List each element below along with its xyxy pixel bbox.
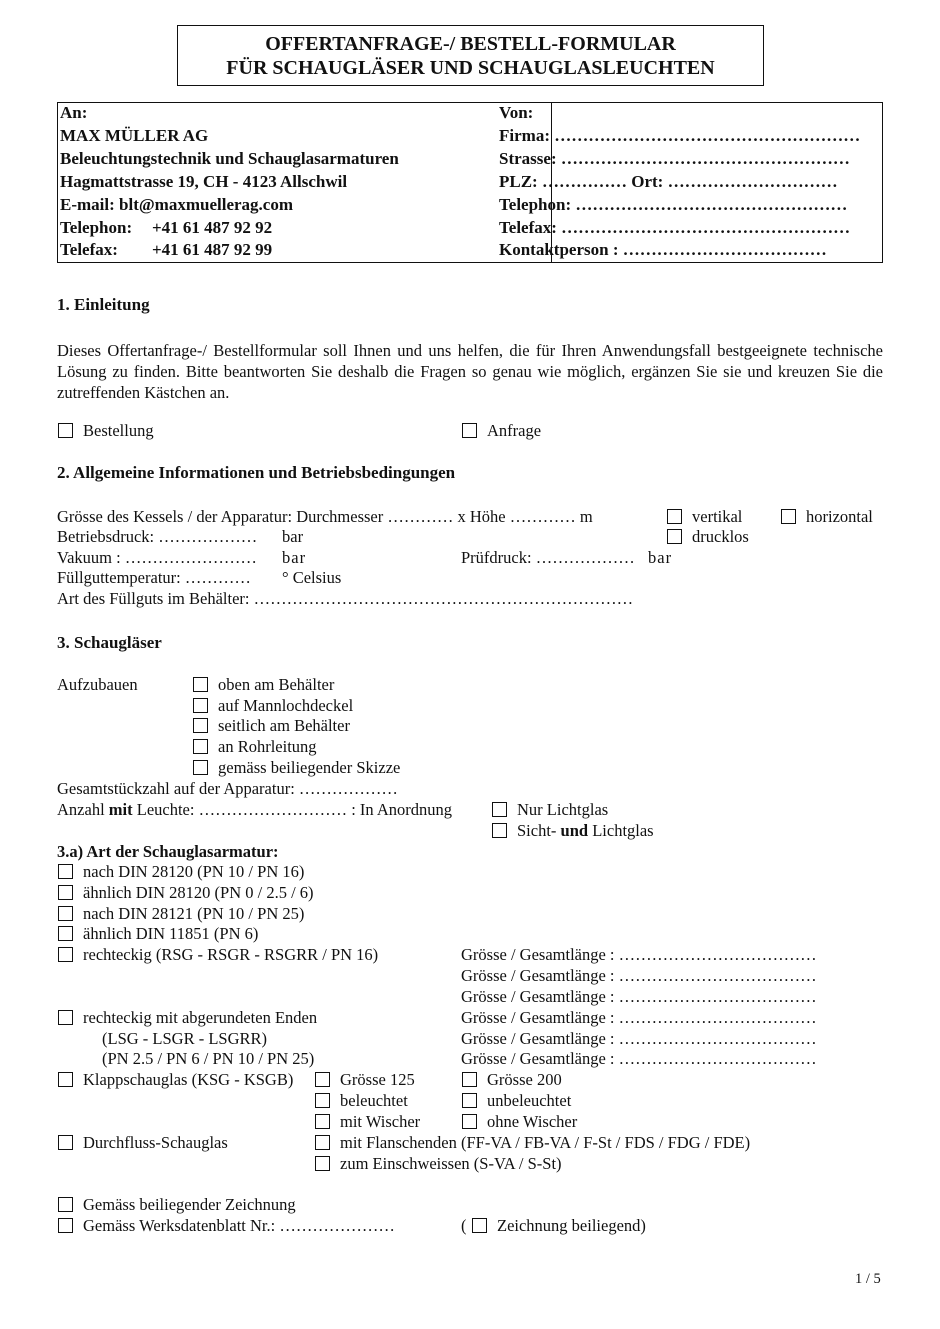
sender-strasse-field[interactable]: Strasse: ……………………………………………	[499, 148, 850, 168]
pruefdruck-field[interactable]: Prüfdruck: ………………	[461, 548, 635, 567]
mannlochdeckel-label: auf Mannlochdeckel	[218, 696, 354, 715]
pruefdruck-unit: bar	[648, 548, 673, 567]
anzahl-prefix: Anzahl	[57, 800, 109, 819]
recipient-phone: +41 61 487 92 92	[152, 217, 273, 237]
anfrage-checkbox[interactable]	[462, 423, 477, 438]
anzahl-mit-leuchte-field[interactable]	[57, 800, 452, 820]
aehnlich-din-28120-label: ähnlich DIN 28120 (PN 0 / 2.5 / 6)	[83, 883, 314, 902]
vertikal-label: vertikal	[692, 507, 743, 526]
aufzubauen-label: Aufzubauen	[57, 675, 138, 694]
rechteckig-abgerundet-checkbox[interactable]	[58, 1010, 73, 1025]
sender-telephon-field[interactable]: Telephon: …………………………………………	[499, 194, 848, 214]
drucklos-checkbox[interactable]	[667, 529, 682, 544]
form-title-box	[177, 25, 764, 86]
vertikal-checkbox[interactable]	[667, 509, 682, 524]
mit-wischer-label: mit Wischer	[340, 1112, 421, 1131]
werksdatenblatt-field[interactable]: Gemäss Werksdatenblatt Nr.: …………………	[83, 1216, 395, 1235]
rohrleitung-checkbox[interactable]	[193, 739, 208, 754]
durchfluss-label: Durchfluss-Schauglas	[83, 1133, 228, 1152]
einschweissen-checkbox[interactable]	[315, 1156, 330, 1171]
beleuchtet-label: beleuchtet	[340, 1091, 408, 1110]
bestellung-label: Bestellung	[83, 421, 154, 440]
skizze-checkbox[interactable]	[193, 760, 208, 775]
sender-kontakt-field[interactable]: Kontaktperson : ………………………………	[499, 240, 827, 260]
nur-lichtglas-label: Nur Lichtglas	[517, 800, 609, 819]
werksdatenblatt-checkbox[interactable]	[58, 1218, 73, 1233]
recipient-label: An:	[60, 103, 88, 122]
ohne-wischer-label: ohne Wischer	[487, 1112, 578, 1131]
recipient-street: Hagmattstrasse 19, CH - 4123 Allschwil	[60, 171, 348, 191]
skizze-label: gemäss beiliegender Skizze	[218, 758, 401, 777]
zeichnung-beiliegend-label: Zeichnung beiliegend)	[497, 1216, 646, 1235]
din-28120-label: nach DIN 28120 (PN 10 / PN 16)	[83, 862, 305, 881]
flanschenden-label: mit Flanschenden (FF-VA / FB-VA / F-St / FDS / FDG / FDE)	[340, 1133, 751, 1152]
zeichnung-beiliegend-open-paren: (	[461, 1216, 467, 1235]
aehnlich-din-28120-checkbox[interactable]	[58, 885, 73, 900]
page-number: 1 / 5	[855, 1271, 881, 1287]
section3-heading: 3. Schaugläser	[57, 633, 162, 652]
celsius-unit: ° Celsius	[282, 568, 342, 587]
betriebsdruck-field[interactable]: Betriebsdruck: ………………	[57, 527, 258, 546]
address-table	[57, 102, 883, 263]
recipient-fax: +41 61 487 92 99	[152, 240, 273, 260]
rechteckig-abgerundet-label: rechteckig mit abgerundeten Enden	[83, 1008, 318, 1027]
lsg-types-label: (LSG - LSGR - LSGRR)	[102, 1029, 268, 1048]
section3a-heading: 3.a) Art der Schauglasarmatur:	[57, 842, 279, 861]
fuellguttemperatur-field[interactable]: Füllguttemperatur: …………	[57, 568, 251, 587]
flanschenden-checkbox[interactable]	[315, 1135, 330, 1150]
ohne-wischer-checkbox[interactable]	[462, 1114, 477, 1129]
drucklos-label: drucklos	[692, 527, 749, 546]
betriebsdruck-unit: bar	[282, 527, 304, 546]
recipient-phone-row	[60, 217, 399, 240]
oben-label: oben am Behälter	[218, 675, 335, 694]
groesse-gesamtlaenge-field-3[interactable]: Grösse / Gesamtlänge : ………………………………	[461, 987, 817, 1006]
sender-plz-ort-field[interactable]: PLZ: …………… Ort: …………………………	[499, 171, 838, 191]
durchfluss-checkbox[interactable]	[58, 1135, 73, 1150]
fuellgut-art-field[interactable]: Art des Füllguts im Behälter: ……………………………………………………………	[57, 589, 634, 608]
sicht-und: und	[560, 821, 589, 840]
sender-label: Von:	[499, 103, 534, 122]
beleuchtet-checkbox[interactable]	[315, 1093, 330, 1108]
anfrage-label: Anfrage	[487, 421, 542, 440]
lsg-pn-label: (PN 2.5 / PN 6 / PN 10 / PN 25)	[102, 1049, 315, 1068]
sicht-lichtglas-label	[517, 821, 654, 841]
din-28121-checkbox[interactable]	[58, 906, 73, 921]
zeichnung-beiliegend-checkbox[interactable]	[472, 1218, 487, 1233]
recipient-company: MAX MÜLLER AG	[60, 125, 209, 145]
vakuum-unit: bar	[282, 548, 307, 567]
seitlich-checkbox[interactable]	[193, 718, 208, 733]
bestellung-checkbox[interactable]	[58, 423, 73, 438]
groesse-gesamtlaenge-field-6[interactable]: Grösse / Gesamtlänge : ………………………………	[461, 1049, 817, 1068]
sicht-prefix: Sicht-	[517, 821, 561, 840]
vakuum-field[interactable]: Vakuum : ……………………	[57, 548, 257, 567]
groesse-gesamtlaenge-field-4[interactable]: Grösse / Gesamtlänge : ………………………………	[461, 1008, 817, 1027]
klappschauglas-label: Klappschauglas (KSG - KSGB)	[83, 1070, 294, 1089]
din-28120-checkbox[interactable]	[58, 864, 73, 879]
horizontal-label: horizontal	[806, 507, 873, 526]
seitlich-label: seitlich am Behälter	[218, 716, 350, 735]
zeichnung-checkbox[interactable]	[58, 1197, 73, 1212]
recipient-fax-label: Telefax:	[60, 240, 118, 260]
din-28121-label: nach DIN 28121 (PN 10 / PN 25)	[83, 904, 305, 923]
groesse-200-checkbox[interactable]	[462, 1072, 477, 1087]
gesamtstueckzahl-field[interactable]: Gesamtstückzahl auf der Apparatur: ………………	[57, 779, 398, 798]
groesse-gesamtlaenge-field-5[interactable]: Grösse / Gesamtlänge : ………………………………	[461, 1029, 817, 1048]
nur-lichtglas-checkbox[interactable]	[492, 802, 507, 817]
recipient-phone-label: Telephon:	[60, 217, 133, 237]
horizontal-checkbox[interactable]	[781, 509, 796, 524]
anzahl-mit: mit	[108, 800, 133, 819]
groesse-125-label: Grösse 125	[340, 1070, 415, 1089]
sicht-suffix: Lichtglas	[588, 821, 654, 840]
recipient-subtitle: Beleuchtungstechnik und Schauglasarmaturen	[60, 148, 399, 168]
zeichnung-label: Gemäss beiliegender Zeichnung	[83, 1195, 296, 1214]
rechteckig-checkbox[interactable]	[58, 947, 73, 962]
groesse-gesamtlaenge-field-1[interactable]: Grösse / Gesamtlänge : ………………………………	[461, 945, 817, 964]
form-title-line1: OFFERTANFRAGE-/ BESTELL-FORMULAR	[265, 33, 676, 55]
anzahl-suffix: Leuchte: ……………………… : In Anordnung	[132, 800, 453, 819]
klappschauglas-checkbox[interactable]	[58, 1072, 73, 1087]
oben-checkbox[interactable]	[193, 677, 208, 692]
mannlochdeckel-checkbox[interactable]	[193, 698, 208, 713]
recipient-email: E-mail: blt@maxmuellerag.com	[60, 194, 293, 214]
form-title-line2: FÜR SCHAUGLÄSER UND SCHAUGLASLEUCHTEN	[226, 57, 715, 79]
kessel-groesse-field[interactable]: Grösse des Kessels / der Apparatur: Durchmesser ………… x Höhe ………… m	[57, 507, 593, 526]
din-11851-label: ähnlich DIN 11851 (PN 6)	[83, 924, 259, 943]
sicht-lichtglas-checkbox[interactable]	[492, 823, 507, 838]
einschweissen-label: zum Einschweissen (S-VA / S-St)	[340, 1154, 562, 1173]
section1-heading: 1. Einleitung	[57, 295, 150, 314]
unbeleuchtet-label: unbeleuchtet	[487, 1091, 572, 1110]
groesse-gesamtlaenge-field-2[interactable]: Grösse / Gesamtlänge : ………………………………	[461, 966, 817, 985]
rechteckig-label: rechteckig (RSG - RSGR - RSGRR / PN 16)	[83, 945, 379, 964]
mit-wischer-checkbox[interactable]	[315, 1114, 330, 1129]
section1-intro-text: Dieses Offertanfrage-/ Bestellformular soll Ihnen und uns helfen, die für Ihren Anwendungsfall bestgeeignete technische Lösung zu finden. Bitte beantworten Sie deshalb die Fragen so genau wie möglich, ergänzen Sie sie und kreuzen Sie die zutreffenden Kästchen an.	[57, 341, 883, 402]
din-11851-checkbox[interactable]	[58, 926, 73, 941]
sender-telefax-field[interactable]: Telefax: ……………………………………………	[499, 217, 851, 237]
rohrleitung-label: an Rohrleitung	[218, 737, 317, 756]
section2-heading: 2. Allgemeine Informationen und Betriebsbedingungen	[57, 463, 456, 482]
sender-block	[499, 102, 860, 262]
sender-firma-field[interactable]: Firma: ………………………………………………	[499, 125, 861, 145]
recipient-fax-row	[60, 239, 399, 262]
groesse-125-checkbox[interactable]	[315, 1072, 330, 1087]
unbeleuchtet-checkbox[interactable]	[462, 1093, 477, 1108]
recipient-block	[60, 102, 399, 262]
groesse-200-label: Grösse 200	[487, 1070, 562, 1089]
